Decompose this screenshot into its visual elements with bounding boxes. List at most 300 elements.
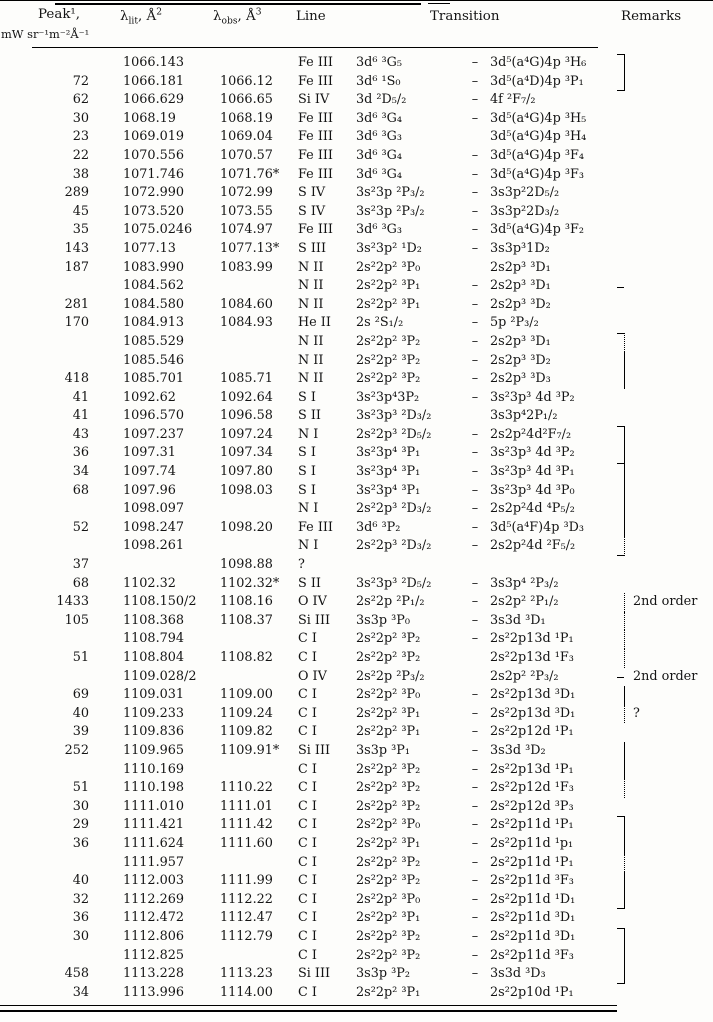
group-bracket — [617, 798, 625, 817]
group-bracket — [617, 947, 625, 966]
lambda-obs-value: 1109.82 — [220, 724, 273, 740]
lambda-obs-value — [220, 333, 298, 352]
group-bracket — [617, 73, 625, 92]
line-ion: Fe III — [298, 519, 333, 535]
peak-value: 30 — [72, 928, 89, 944]
transition-dash: – — [471, 55, 479, 70]
transition-lower: 3s3p ³P₀ — [356, 612, 410, 628]
group-bracket — [617, 128, 625, 147]
transition-dash — [463, 668, 487, 687]
table-row — [0, 723, 713, 742]
line-ion: S II — [298, 408, 321, 424]
remark: ? — [633, 705, 640, 721]
remark — [625, 891, 713, 910]
transition-lower: 2s²2p ²P₃/₂ — [356, 668, 425, 684]
remark — [625, 482, 713, 501]
group-bracket — [617, 891, 625, 910]
line-ion: N II — [298, 259, 324, 275]
peak-value: 45 — [72, 203, 89, 219]
lambda-obs-value: 1112.22 — [220, 891, 273, 907]
peak-value — [0, 277, 105, 296]
column-header-remarks: Remarks — [621, 9, 682, 24]
remark — [625, 128, 713, 147]
group-bracket — [617, 742, 625, 761]
transition-dash: – — [471, 352, 479, 368]
table-row — [0, 928, 713, 947]
peak-value: 252 — [64, 742, 89, 758]
peak-value: 458 — [64, 966, 89, 982]
transition-upper: 2s²2p11d ¹P₁ — [490, 817, 574, 833]
lambda-obs-value: 1112.47 — [220, 910, 273, 926]
line-ion: C I — [298, 873, 317, 889]
table-header — [0, 0, 713, 54]
table-row — [0, 630, 713, 649]
transition-upper: 3d⁵(a⁴G)4p ³H₅ — [490, 110, 587, 126]
transition-dash — [463, 259, 487, 278]
line-ion: Fe III — [298, 110, 333, 126]
transition-lower: 3d⁶ ³G₄ — [356, 110, 403, 126]
transition-dash — [463, 556, 487, 575]
line-ion: O IV — [298, 668, 327, 684]
transition-upper: 3s3d ³D₁ — [490, 612, 546, 628]
transition-dash: – — [471, 110, 479, 126]
header-rule — [32, 47, 598, 48]
transition-dash: – — [471, 873, 479, 889]
peak-value: 62 — [72, 92, 89, 108]
peak-value: 41 — [72, 408, 89, 424]
table-row — [0, 500, 713, 519]
peak-value: 51 — [72, 780, 89, 796]
transition-upper: 2s²2p11d ³D₁ — [490, 910, 576, 926]
remark — [625, 147, 713, 166]
table-row — [0, 854, 713, 873]
peak-value: 170 — [64, 315, 89, 331]
table-row — [0, 668, 713, 687]
table-row — [0, 482, 713, 501]
transition-lower: 2s²2p² ³P₂ — [356, 761, 421, 777]
transition-dash: – — [471, 910, 479, 926]
transition-lower: 2s²2p² ³P₁ — [356, 296, 421, 312]
table-row — [0, 556, 713, 575]
lambda-obs-value: 1074.97 — [220, 222, 273, 238]
transition-dash: – — [471, 612, 479, 628]
transition-lower: 2s²2p² ³P₂ — [356, 854, 421, 870]
line-ion: C I — [298, 910, 317, 926]
transition-lower: 2s²2p² ³P₂ — [356, 371, 421, 387]
lambda-lit-value: 1111.421 — [123, 817, 185, 833]
line-ion: C I — [298, 724, 317, 740]
lambda-obs-value: 1111.99 — [220, 873, 273, 889]
remark — [625, 723, 713, 742]
peak-value: 30 — [72, 798, 89, 814]
table-row — [0, 110, 713, 129]
transition-dash: – — [471, 92, 479, 108]
table-row — [0, 816, 713, 835]
lambda-lit-value: 1073.520 — [123, 203, 185, 219]
transition-lower: 3s²3p³ ²D₃/₂ — [356, 408, 432, 424]
group-bracket — [617, 277, 625, 296]
table-row — [0, 537, 713, 556]
peak-value: 69 — [72, 687, 89, 703]
peak-value: 418 — [64, 371, 89, 387]
lambda-obs-value: 1111.60 — [220, 835, 273, 851]
transition-upper: 2s2p² ²P₁/₂ — [490, 594, 559, 610]
transition-dash: – — [471, 389, 479, 405]
transition-upper: 3s3p³1D₂ — [490, 240, 550, 256]
lambda-lit-value: 1109.965 — [123, 742, 185, 758]
table-row — [0, 352, 713, 371]
transition-upper: 2s²2p11d ³F₃ — [490, 947, 574, 963]
lambda-lit-value: 1109.836 — [123, 724, 185, 740]
lambda-obs-value — [220, 54, 298, 73]
transition-upper: 5p ²P₃/₂ — [490, 315, 539, 331]
group-bracket — [617, 333, 625, 352]
transition-lower: 2s²2p³ ²D₅/₂ — [356, 426, 432, 442]
line-ion: N II — [298, 278, 324, 294]
lambda-obs-value — [220, 761, 298, 780]
lambda-obs-value: 1096.58 — [220, 408, 273, 424]
transition-upper: 3d⁵(a⁴G)4p ³H₄ — [490, 129, 587, 145]
remark — [625, 575, 713, 594]
table-row — [0, 984, 713, 1003]
peak-value: 40 — [72, 705, 89, 721]
lambda-obs-value — [220, 630, 298, 649]
table-row — [0, 742, 713, 761]
remark — [625, 389, 713, 408]
lambda-obs-value: 1109.00 — [220, 687, 273, 703]
peak-value: 105 — [64, 612, 89, 628]
transition-dash: – — [471, 928, 479, 944]
transition-dash: – — [471, 780, 479, 796]
transition-upper: 2s²2p12d ¹F₃ — [490, 780, 574, 796]
transition-dash — [463, 407, 487, 426]
transition-upper: 2s²2p13d ¹F₃ — [490, 650, 574, 665]
transition-lower: 3s²3p³ ²D₅/₂ — [356, 575, 432, 591]
lambda-obs-value — [220, 668, 298, 687]
table-row — [0, 798, 713, 817]
remark — [625, 649, 713, 668]
table-row — [0, 73, 713, 92]
peak-value — [0, 630, 105, 649]
transition-dash: – — [471, 817, 479, 833]
lambda-obs-value — [220, 537, 298, 556]
transition-upper: 3s²3p³ 4d ³P₁ — [490, 464, 575, 480]
table-row — [0, 259, 713, 278]
column-header-transition: Transition — [430, 9, 500, 24]
table-row — [0, 54, 713, 73]
line-ion: Fe III — [298, 129, 333, 145]
group-bracket — [617, 482, 625, 501]
transition-lower: 2s²2p³ ²D₃/₂ — [356, 538, 432, 554]
transition-upper: 2s²2p11d ¹p₁ — [490, 835, 574, 851]
transition-dash: – — [471, 966, 479, 982]
remark — [625, 333, 713, 352]
remark — [625, 407, 713, 426]
lambda-lit-value: 1098.261 — [123, 538, 185, 554]
line-ion: C I — [298, 761, 317, 777]
line-ion: N II — [298, 352, 324, 368]
lambda-lit-value: 1084.562 — [123, 278, 185, 294]
table-row — [0, 761, 713, 780]
lambda-obs-value — [220, 277, 298, 296]
group-bracket — [617, 835, 625, 854]
transition-dash: – — [471, 594, 479, 610]
remark — [625, 630, 713, 649]
remark — [625, 742, 713, 761]
lambda-obs-value: 1108.37 — [220, 612, 273, 628]
table-row — [0, 277, 713, 296]
line-ion: C I — [298, 631, 317, 647]
group-bracket — [617, 259, 625, 278]
lambda-obs-value: 1114.00 — [220, 984, 273, 1000]
peak-value: 22 — [72, 147, 89, 163]
lambda-lit-value: 1097.237 — [123, 426, 185, 442]
table-row — [0, 370, 713, 389]
remark — [625, 370, 713, 389]
transition-dash: – — [471, 315, 479, 331]
transition-upper: 3s²3p³ 4d ³P₂ — [490, 445, 575, 461]
table-row — [0, 575, 713, 594]
lambda-lit-value: 1068.19 — [123, 110, 176, 126]
table-row — [0, 705, 713, 724]
lambda-lit-value: 1066.143 — [123, 55, 185, 70]
transition-lower: 3s²3p⁴ ³P₁ — [356, 482, 421, 498]
lambda-lit-value: 1071.746 — [123, 166, 185, 182]
remark — [625, 816, 713, 835]
table-body — [0, 54, 713, 1002]
table-row — [0, 519, 713, 538]
peak-value: 37 — [72, 557, 89, 573]
lambda-lit-value: 1112.269 — [123, 891, 185, 907]
transition-lower: 2s²2p² ³P₀ — [356, 259, 421, 275]
group-bracket — [617, 630, 625, 649]
lambda-obs-value: 1072.99 — [220, 185, 273, 201]
peak-value — [0, 854, 105, 873]
group-bracket — [617, 166, 625, 185]
peak-value: 281 — [64, 296, 89, 312]
transition-dash — [463, 984, 487, 1003]
group-bracket — [617, 184, 625, 203]
group-bracket — [617, 54, 625, 73]
transition-dash: – — [471, 296, 479, 312]
lambda-lit-value: 1096.570 — [123, 408, 185, 424]
group-bracket — [617, 816, 625, 835]
remark: 2nd order — [633, 594, 698, 610]
group-bracket — [617, 854, 625, 873]
remark — [625, 91, 713, 110]
line-ion: S II — [298, 575, 321, 591]
lambda-obs-value — [220, 854, 298, 873]
remark — [625, 166, 713, 185]
transition-upper: 2s²2p10d ¹P₁ — [490, 984, 574, 1000]
transition-lower: 2s ²S₁/₂ — [356, 315, 404, 331]
line-ion: N I — [298, 501, 319, 517]
group-bracket — [617, 668, 625, 687]
table-row — [0, 407, 713, 426]
transition-upper: 2s²2p11d ¹D₁ — [490, 891, 576, 907]
remark — [625, 352, 713, 371]
line-ion: N II — [298, 333, 324, 349]
line-ion: S I — [298, 389, 316, 405]
lambda-lit-value — [105, 556, 220, 575]
peak-value: 72 — [72, 73, 89, 89]
table-row — [0, 333, 713, 352]
transition-dash: – — [471, 705, 479, 721]
peak-value: 29 — [72, 817, 89, 833]
lambda-obs-value: 1098.88 — [220, 557, 273, 573]
transition-upper: 3d⁵(a⁴G)4p ³F₃ — [490, 166, 584, 182]
remark — [625, 686, 713, 705]
line-ion: C I — [298, 835, 317, 851]
peak-value: 40 — [72, 873, 89, 889]
lambda-lit-value: 1111.010 — [123, 798, 185, 814]
line-ion: S IV — [298, 185, 326, 201]
table-row — [0, 947, 713, 966]
peak-value: 34 — [72, 984, 89, 1000]
group-bracket — [617, 965, 625, 984]
lambda-obs-value: 1068.19 — [220, 110, 273, 126]
transition-upper: 3s3p⁴2P₁/₂ — [490, 408, 558, 424]
remark — [625, 909, 713, 928]
remark — [625, 965, 713, 984]
transition-upper: 2s²2p12d ³P₃ — [490, 798, 574, 814]
transition-dash: – — [471, 73, 479, 89]
transition-lower: 2s²2p³ ²D₃/₂ — [356, 501, 432, 517]
group-bracket — [617, 872, 625, 891]
group-bracket — [617, 463, 625, 482]
transition-dash: – — [471, 464, 479, 480]
lambda-lit-value: 1112.825 — [123, 947, 185, 963]
lambda-obs-value: 1097.34 — [220, 445, 273, 461]
lambda-lit-value: 1092.62 — [123, 389, 176, 405]
line-ion: C I — [298, 928, 317, 944]
line-ion: Si IV — [298, 92, 330, 108]
transition-lower: 3s²3p ²P₃/₂ — [356, 203, 425, 219]
table-row — [0, 872, 713, 891]
transition-dash: – — [471, 891, 479, 907]
peak-value: 143 — [64, 240, 89, 256]
remark — [625, 947, 713, 966]
table-row — [0, 649, 713, 668]
line-ion: N I — [298, 538, 319, 554]
line-ion: C I — [298, 687, 317, 703]
lambda-obs-value: 1069.04 — [220, 129, 273, 145]
remark — [625, 444, 713, 463]
line-ion: Si III — [298, 742, 331, 758]
line-ion: ? — [298, 557, 305, 573]
transition-upper: 2s²2p12d ¹P₁ — [490, 724, 574, 740]
lambda-lit-value: 1075.0246 — [123, 222, 193, 238]
line-ion: C I — [298, 854, 317, 870]
lambda-obs-value: 1098.03 — [220, 482, 273, 498]
lambda-lit-value: 1113.996 — [123, 984, 185, 1000]
table-row — [0, 91, 713, 110]
lambda-lit-value: 1085.546 — [123, 352, 185, 368]
lambda-lit-value: 1085.529 — [123, 333, 185, 349]
table-row — [0, 965, 713, 984]
peak-value: 30 — [72, 110, 89, 126]
group-bracket — [617, 686, 625, 705]
lambda-lit-value: 1097.74 — [123, 464, 176, 480]
group-bracket — [617, 147, 625, 166]
remark — [625, 203, 713, 222]
transition-lower: 2s²2p² ³P₂ — [356, 873, 421, 889]
group-bracket — [617, 519, 625, 538]
transition-upper: 3s3d ³D₃ — [490, 966, 546, 982]
peak-value: 23 — [72, 129, 89, 145]
lambda-lit-value: 1108.150/2 — [123, 594, 197, 610]
table-row — [0, 909, 713, 928]
lambda-obs-value: 1066.12 — [220, 73, 273, 89]
peak-value — [0, 333, 105, 352]
transition-upper: 4f ²F₇/₂ — [490, 92, 536, 108]
transition-lower: 3s3p ³P₂ — [356, 966, 410, 982]
lambda-lit-value: 1108.804 — [123, 650, 185, 665]
group-bracket — [617, 352, 625, 371]
transition-upper: 3s3p²2D₅/₂ — [490, 185, 560, 201]
transition-dash: – — [471, 724, 479, 740]
lambda-lit-value: 1098.247 — [123, 519, 185, 535]
peak-unit-label: mW sr⁻¹m⁻²Å⁻¹ — [1, 27, 90, 41]
line-ion: Fe III — [298, 166, 333, 182]
remark — [625, 872, 713, 891]
transition-upper: 2s2p³ ³D₂ — [490, 352, 551, 368]
line-ion: Si III — [298, 612, 331, 628]
transition-lower: 3s²3p² ¹D₂ — [356, 240, 422, 256]
line-ion: N II — [298, 296, 324, 312]
group-bracket — [617, 649, 625, 668]
transition-upper: 2s2p² ²P₃/₂ — [490, 668, 559, 684]
transition-dash: – — [471, 278, 479, 294]
peak-value — [0, 761, 105, 780]
group-bracket — [617, 984, 625, 1003]
lambda-lit-value: 1112.806 — [123, 928, 185, 944]
remark — [625, 519, 713, 538]
group-bracket — [617, 314, 625, 333]
transition-upper: 2s2p²4d²F₇/₂ — [490, 426, 572, 442]
transition-lower: 2s²2p² ³P₂ — [356, 631, 421, 647]
line-ion: C I — [298, 891, 317, 907]
lambda-lit-value: 1083.990 — [123, 259, 185, 275]
table-row — [0, 444, 713, 463]
table-row — [0, 686, 713, 705]
lambda-obs-value: 1077.13* — [220, 240, 280, 256]
transition-dash: – — [471, 761, 479, 777]
transition-dash: – — [471, 222, 479, 238]
lambda-obs-value: 1066.65 — [220, 92, 273, 108]
transition-dash: – — [471, 742, 479, 758]
remark — [625, 835, 713, 854]
lambda-lit-value: 1085.701 — [123, 371, 185, 387]
peak-value: 68 — [72, 575, 89, 591]
transition-lower: 2s²2p² ³P₁ — [356, 910, 421, 926]
transition-lower: 2s²2p² ³P₂ — [356, 798, 421, 814]
table-row — [0, 891, 713, 910]
lambda-lit-value: 1110.198 — [123, 780, 185, 796]
peak-value: 68 — [72, 482, 89, 498]
line-ion: C I — [298, 947, 317, 963]
transition-dash: – — [471, 147, 479, 163]
remark — [625, 221, 713, 240]
transition-lower: 3s²3p ²P₃/₂ — [356, 185, 425, 201]
transition-lower: 2s²2p² ³P₂ — [356, 928, 421, 944]
remark — [625, 259, 713, 278]
transition-lower: 3s3p ³P₁ — [356, 742, 410, 758]
transition-lower: 2s²2p² ³P₁ — [356, 984, 421, 1000]
line-ion: Si III — [298, 966, 331, 982]
transition-dash: – — [471, 426, 479, 442]
peak-value: 41 — [72, 389, 89, 405]
